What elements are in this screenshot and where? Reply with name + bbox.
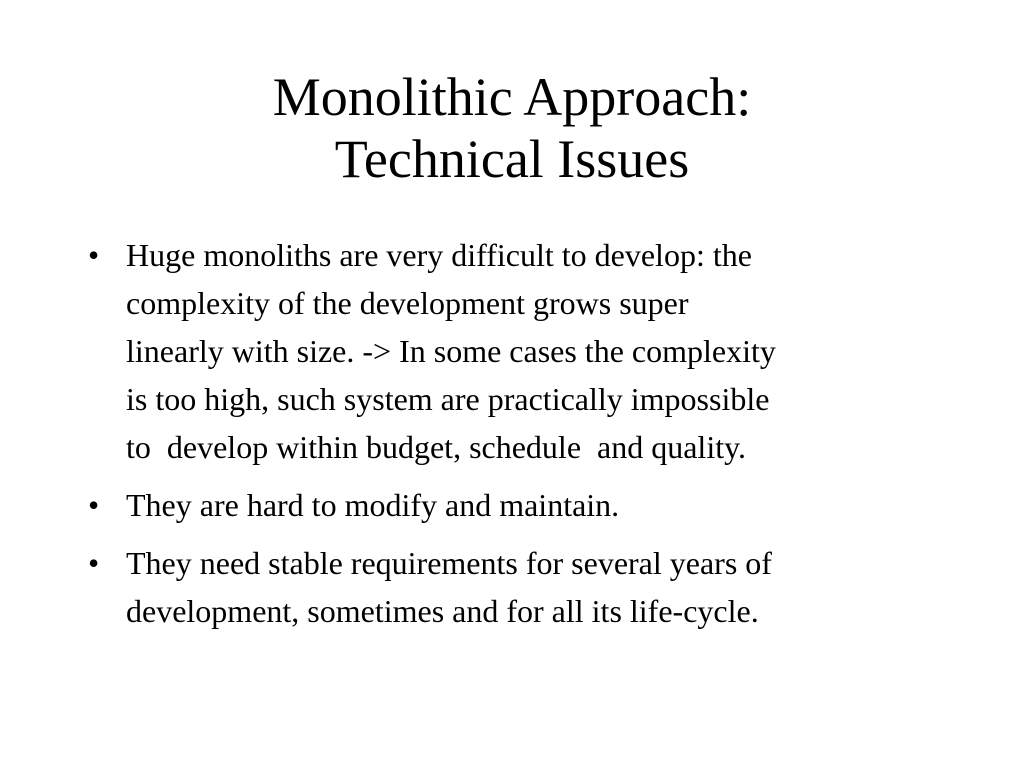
bullet-2-line-1: They are hard to modify and maintain. bbox=[126, 487, 620, 523]
bullet-item-1 bbox=[88, 231, 958, 471]
bullet-item-3 bbox=[88, 539, 958, 635]
bullet-1-line-4: is too high, such system are practically impossible bbox=[126, 381, 770, 417]
bullet-list bbox=[88, 231, 958, 645]
bullet-icon: • bbox=[88, 545, 100, 581]
bullet-1-line-5: to develop within budget, schedule and quality. bbox=[126, 429, 747, 465]
title-line-2: Technical Issues bbox=[334, 129, 690, 189]
bullet-1-line-2: complexity of the development grows super bbox=[126, 285, 689, 321]
bullet-icon: • bbox=[88, 237, 100, 273]
bullet-1-line-1: Huge monoliths are very difficult to develop: the bbox=[126, 237, 752, 273]
bullet-3-line-2: development, sometimes and for all its life-cycle. bbox=[126, 593, 759, 629]
bullet-3-line-1: They need stable requirements for several years of bbox=[126, 545, 772, 581]
bullet-icon: • bbox=[88, 487, 100, 523]
bullet-item-2 bbox=[88, 481, 958, 529]
slide-title bbox=[0, 66, 1024, 190]
title-line-1: Monolithic Approach: bbox=[272, 67, 752, 127]
bullet-1-line-3: linearly with size. -> In some cases the complexity bbox=[126, 333, 776, 369]
